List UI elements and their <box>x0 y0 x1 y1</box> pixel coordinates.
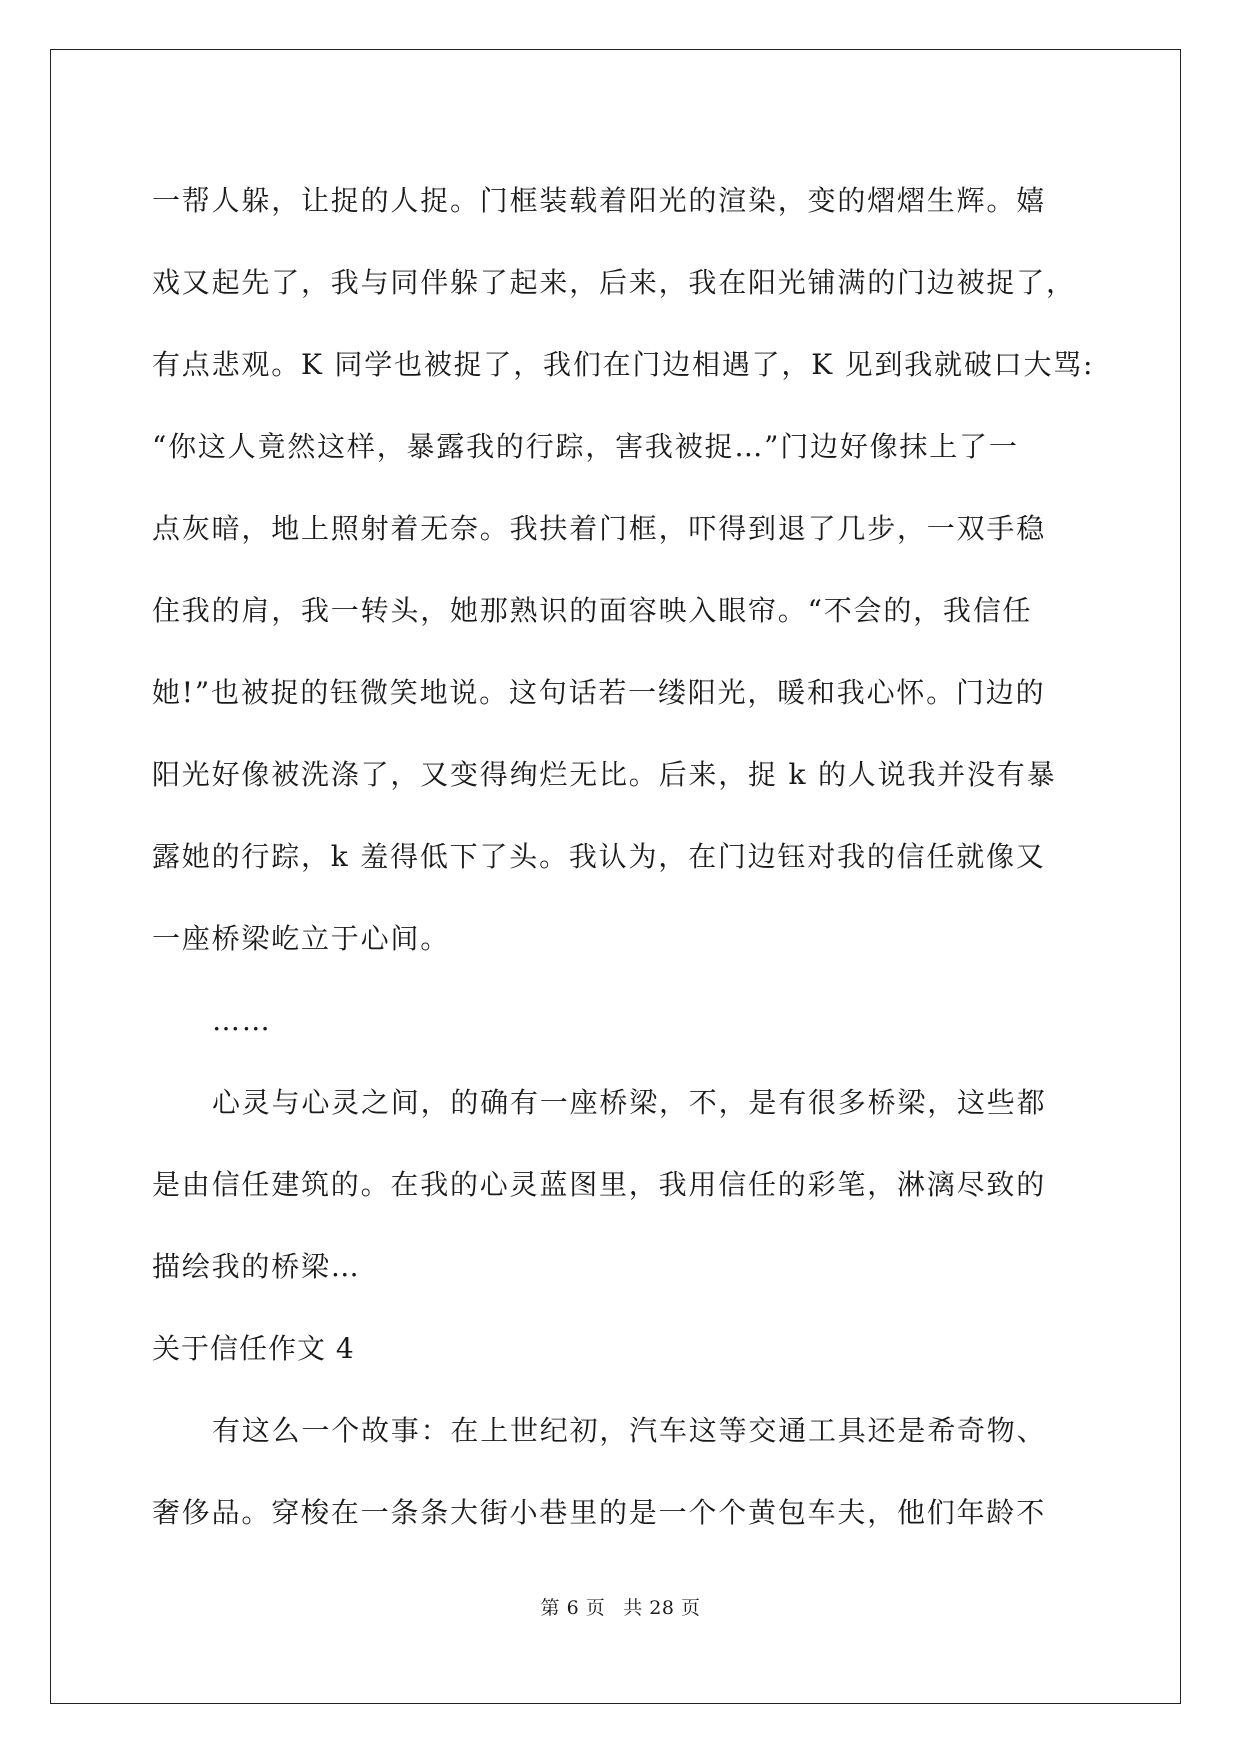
text-line: 露她的行踪，k 羞得低下了头。我认为，在门边钰对我的信任就像又 <box>152 840 1046 873</box>
page-number-total: 共 28 页 <box>623 1597 701 1619</box>
text-line: 一座桥梁屹立于心间。 <box>152 922 451 955</box>
page-number-current: 第 6 页 <box>540 1597 606 1619</box>
text-line: 是由信任建筑的。在我的心灵蓝图里，我用信任的彩笔，淋漓尽致的 <box>152 1168 1047 1201</box>
text-line: 她!”也被捉的钰微笑地说。这句话若一缕阳光，暖和我心怀。门边的 <box>152 676 1046 709</box>
text-line: 阳光好像被洗涤了，又变得绚烂无比。后来，捉 k 的人说我并没有暴 <box>152 758 1057 791</box>
text-line: 点灰暗，地上照射着无奈。我扶着门框，吓得到退了几步，一双手稳 <box>152 512 1047 545</box>
paragraph <box>152 1390 1092 1554</box>
text-line: 住我的肩，我一转头，她那熟识的面容映入眼帘。“不会的，我信任 <box>152 594 1033 627</box>
text-line: 奢侈品。穿梭在一条条大街小巷里的是一个个黄包车夫，他们年龄不 <box>152 1496 1047 1529</box>
text-line: 有这么一个故事：在上世纪初，汽车这等交通工具还是希奇物、 <box>212 1414 1047 1447</box>
paragraph <box>152 160 1095 980</box>
document-body <box>152 160 1095 1554</box>
text-line: …… <box>212 1004 272 1037</box>
text-line: 描绘我的桥梁… <box>152 1250 361 1283</box>
text-line: 心灵与心灵之间，的确有一座桥梁，不，是有很多桥梁，这些都 <box>212 1086 1047 1119</box>
section-heading: 关于信任作文 4 <box>152 1332 355 1365</box>
text-line: 戏又起先了，我与同伴躲了起来，后来，我在阳光铺满的门边被捉了， <box>152 266 1076 299</box>
ellipsis-paragraph <box>152 980 1092 1062</box>
text-line: 有点悲观。K 同学也被捉了，我们在门边相遇了，K 见到我就破口大骂: <box>152 348 1095 381</box>
text-line: “你这人竟然这样，暴露我的行踪，害我被捉…”门边好像抹上了一 <box>152 430 1019 463</box>
text-line: 一帮人躲，让捉的人捉。门框装载着阳光的渲染，变的熠熠生辉。嬉 <box>152 184 1047 217</box>
page-footer <box>0 1593 1241 1620</box>
paragraph <box>152 1062 1092 1308</box>
